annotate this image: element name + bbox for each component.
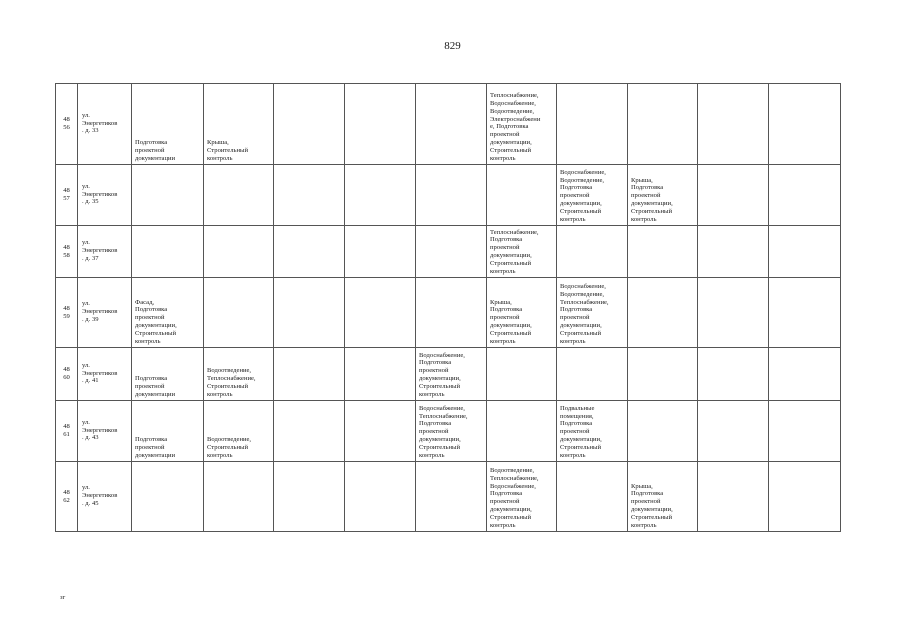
work-cell	[416, 165, 487, 226]
work-cell: Подготовка проектной документации	[132, 84, 204, 165]
work-cell	[698, 278, 769, 348]
address-cell: ул. Энергетиков . д. 33	[78, 84, 132, 165]
work-cell	[345, 165, 416, 226]
work-cell	[204, 165, 274, 226]
work-cell: Водоснабжение, Подготовка проектной документации, Строительный контроль	[416, 348, 487, 401]
work-cell	[698, 401, 769, 462]
work-cell: Подготовка проектной документации	[132, 348, 204, 401]
address-cell: ул. Энергетиков . д. 41	[78, 348, 132, 401]
work-cell	[698, 348, 769, 401]
work-cell	[345, 348, 416, 401]
row-number: 48 60	[56, 348, 78, 401]
work-cell	[345, 401, 416, 462]
work-cell	[628, 226, 698, 278]
work-cell	[416, 462, 487, 532]
work-cell: Водоснабжение, Теплоснабжение, Подготовка проектной документации, Строительный контроль	[416, 401, 487, 462]
work-cell	[274, 348, 345, 401]
table-row	[56, 462, 841, 532]
row-number: 48 62	[56, 462, 78, 532]
table-row	[56, 165, 841, 226]
work-cell	[628, 348, 698, 401]
work-cell	[698, 165, 769, 226]
address-cell: ул. Энергетиков . д. 45	[78, 462, 132, 532]
work-cell	[557, 348, 628, 401]
work-cell	[628, 401, 698, 462]
work-cell	[132, 462, 204, 532]
work-cell: Водоотведение, Теплоснабжение, Водоснабжение, Подготовка проектной документации, Строительный контроль	[487, 462, 557, 532]
work-cell	[345, 84, 416, 165]
table-row	[56, 278, 841, 348]
work-cell	[698, 462, 769, 532]
table-row	[56, 348, 841, 401]
work-cell	[345, 226, 416, 278]
row-number: 48 59	[56, 278, 78, 348]
work-cell: Водоотведение, Строительный контроль	[204, 401, 274, 462]
work-cell	[416, 84, 487, 165]
work-cell	[274, 462, 345, 532]
work-cell: Теплоснабжение, Водоснабжение, Водоотведение, Электроснабжени е, Подготовка проектной документации, Строительный контроль	[487, 84, 557, 165]
work-cell: Теплоснабжение, Подготовка проектной документации, Строительный контроль	[487, 226, 557, 278]
address-cell: ул. Энергетиков . д. 43	[78, 401, 132, 462]
work-cell: Водоснабжение, Водоотведение, Подготовка проектной документации, Строительный контроль	[557, 165, 628, 226]
work-cell	[698, 226, 769, 278]
work-cell: Крыша, Подготовка проектной документации, Строительный контроль	[628, 462, 698, 532]
work-cell	[557, 84, 628, 165]
work-cell	[769, 348, 841, 401]
address-cell: ул. Энергетиков . д. 35	[78, 165, 132, 226]
work-cell	[132, 226, 204, 278]
work-cell: Подвальные помещения, Подготовка проектной документации, Строительный контроль	[557, 401, 628, 462]
works-table-body	[56, 84, 841, 532]
works-table	[55, 83, 841, 532]
work-cell	[487, 165, 557, 226]
work-cell: Водоснабжение, Водоотведение, Теплоснабжение, Подготовка проектной документации, Строительный контроль	[557, 278, 628, 348]
table-row	[56, 84, 841, 165]
work-cell	[769, 84, 841, 165]
row-number: 48 61	[56, 401, 78, 462]
work-cell	[274, 278, 345, 348]
row-number: 48 56	[56, 84, 78, 165]
work-cell	[487, 348, 557, 401]
work-cell	[769, 401, 841, 462]
work-cell	[204, 462, 274, 532]
work-cell	[769, 226, 841, 278]
footer-mark: зг	[60, 594, 66, 601]
table-row	[56, 226, 841, 278]
work-cell	[274, 226, 345, 278]
work-cell: Подготовка проектной документации	[132, 401, 204, 462]
work-cell: Фасад, Подготовка проектной документации, Строительный контроль	[132, 278, 204, 348]
work-cell: Водоотведение, Теплоснабжение, Строительный контроль	[204, 348, 274, 401]
work-cell	[628, 278, 698, 348]
work-cell	[557, 226, 628, 278]
work-cell	[698, 84, 769, 165]
work-cell	[204, 278, 274, 348]
work-cell	[416, 278, 487, 348]
work-cell	[769, 165, 841, 226]
address-cell: ул. Энергетиков . д. 37	[78, 226, 132, 278]
work-cell	[769, 278, 841, 348]
work-cell	[416, 226, 487, 278]
work-cell: Крыша, Подготовка проектной документации, Строительный контроль	[487, 278, 557, 348]
address-cell: ул. Энергетиков . д. 39	[78, 278, 132, 348]
work-cell	[274, 165, 345, 226]
page-number: 829	[444, 40, 461, 52]
table-row	[56, 401, 841, 462]
work-cell	[345, 278, 416, 348]
work-cell	[274, 401, 345, 462]
work-cell: Крыша, Подготовка проектной документации, Строительный контроль	[628, 165, 698, 226]
work-cell	[345, 462, 416, 532]
work-cell: Крыша, Строительный контроль	[204, 84, 274, 165]
work-cell	[487, 401, 557, 462]
work-cell	[132, 165, 204, 226]
work-cell	[628, 84, 698, 165]
work-cell	[557, 462, 628, 532]
work-cell	[274, 84, 345, 165]
work-cell	[204, 226, 274, 278]
work-cell	[769, 462, 841, 532]
row-number: 48 57	[56, 165, 78, 226]
row-number: 48 58	[56, 226, 78, 278]
